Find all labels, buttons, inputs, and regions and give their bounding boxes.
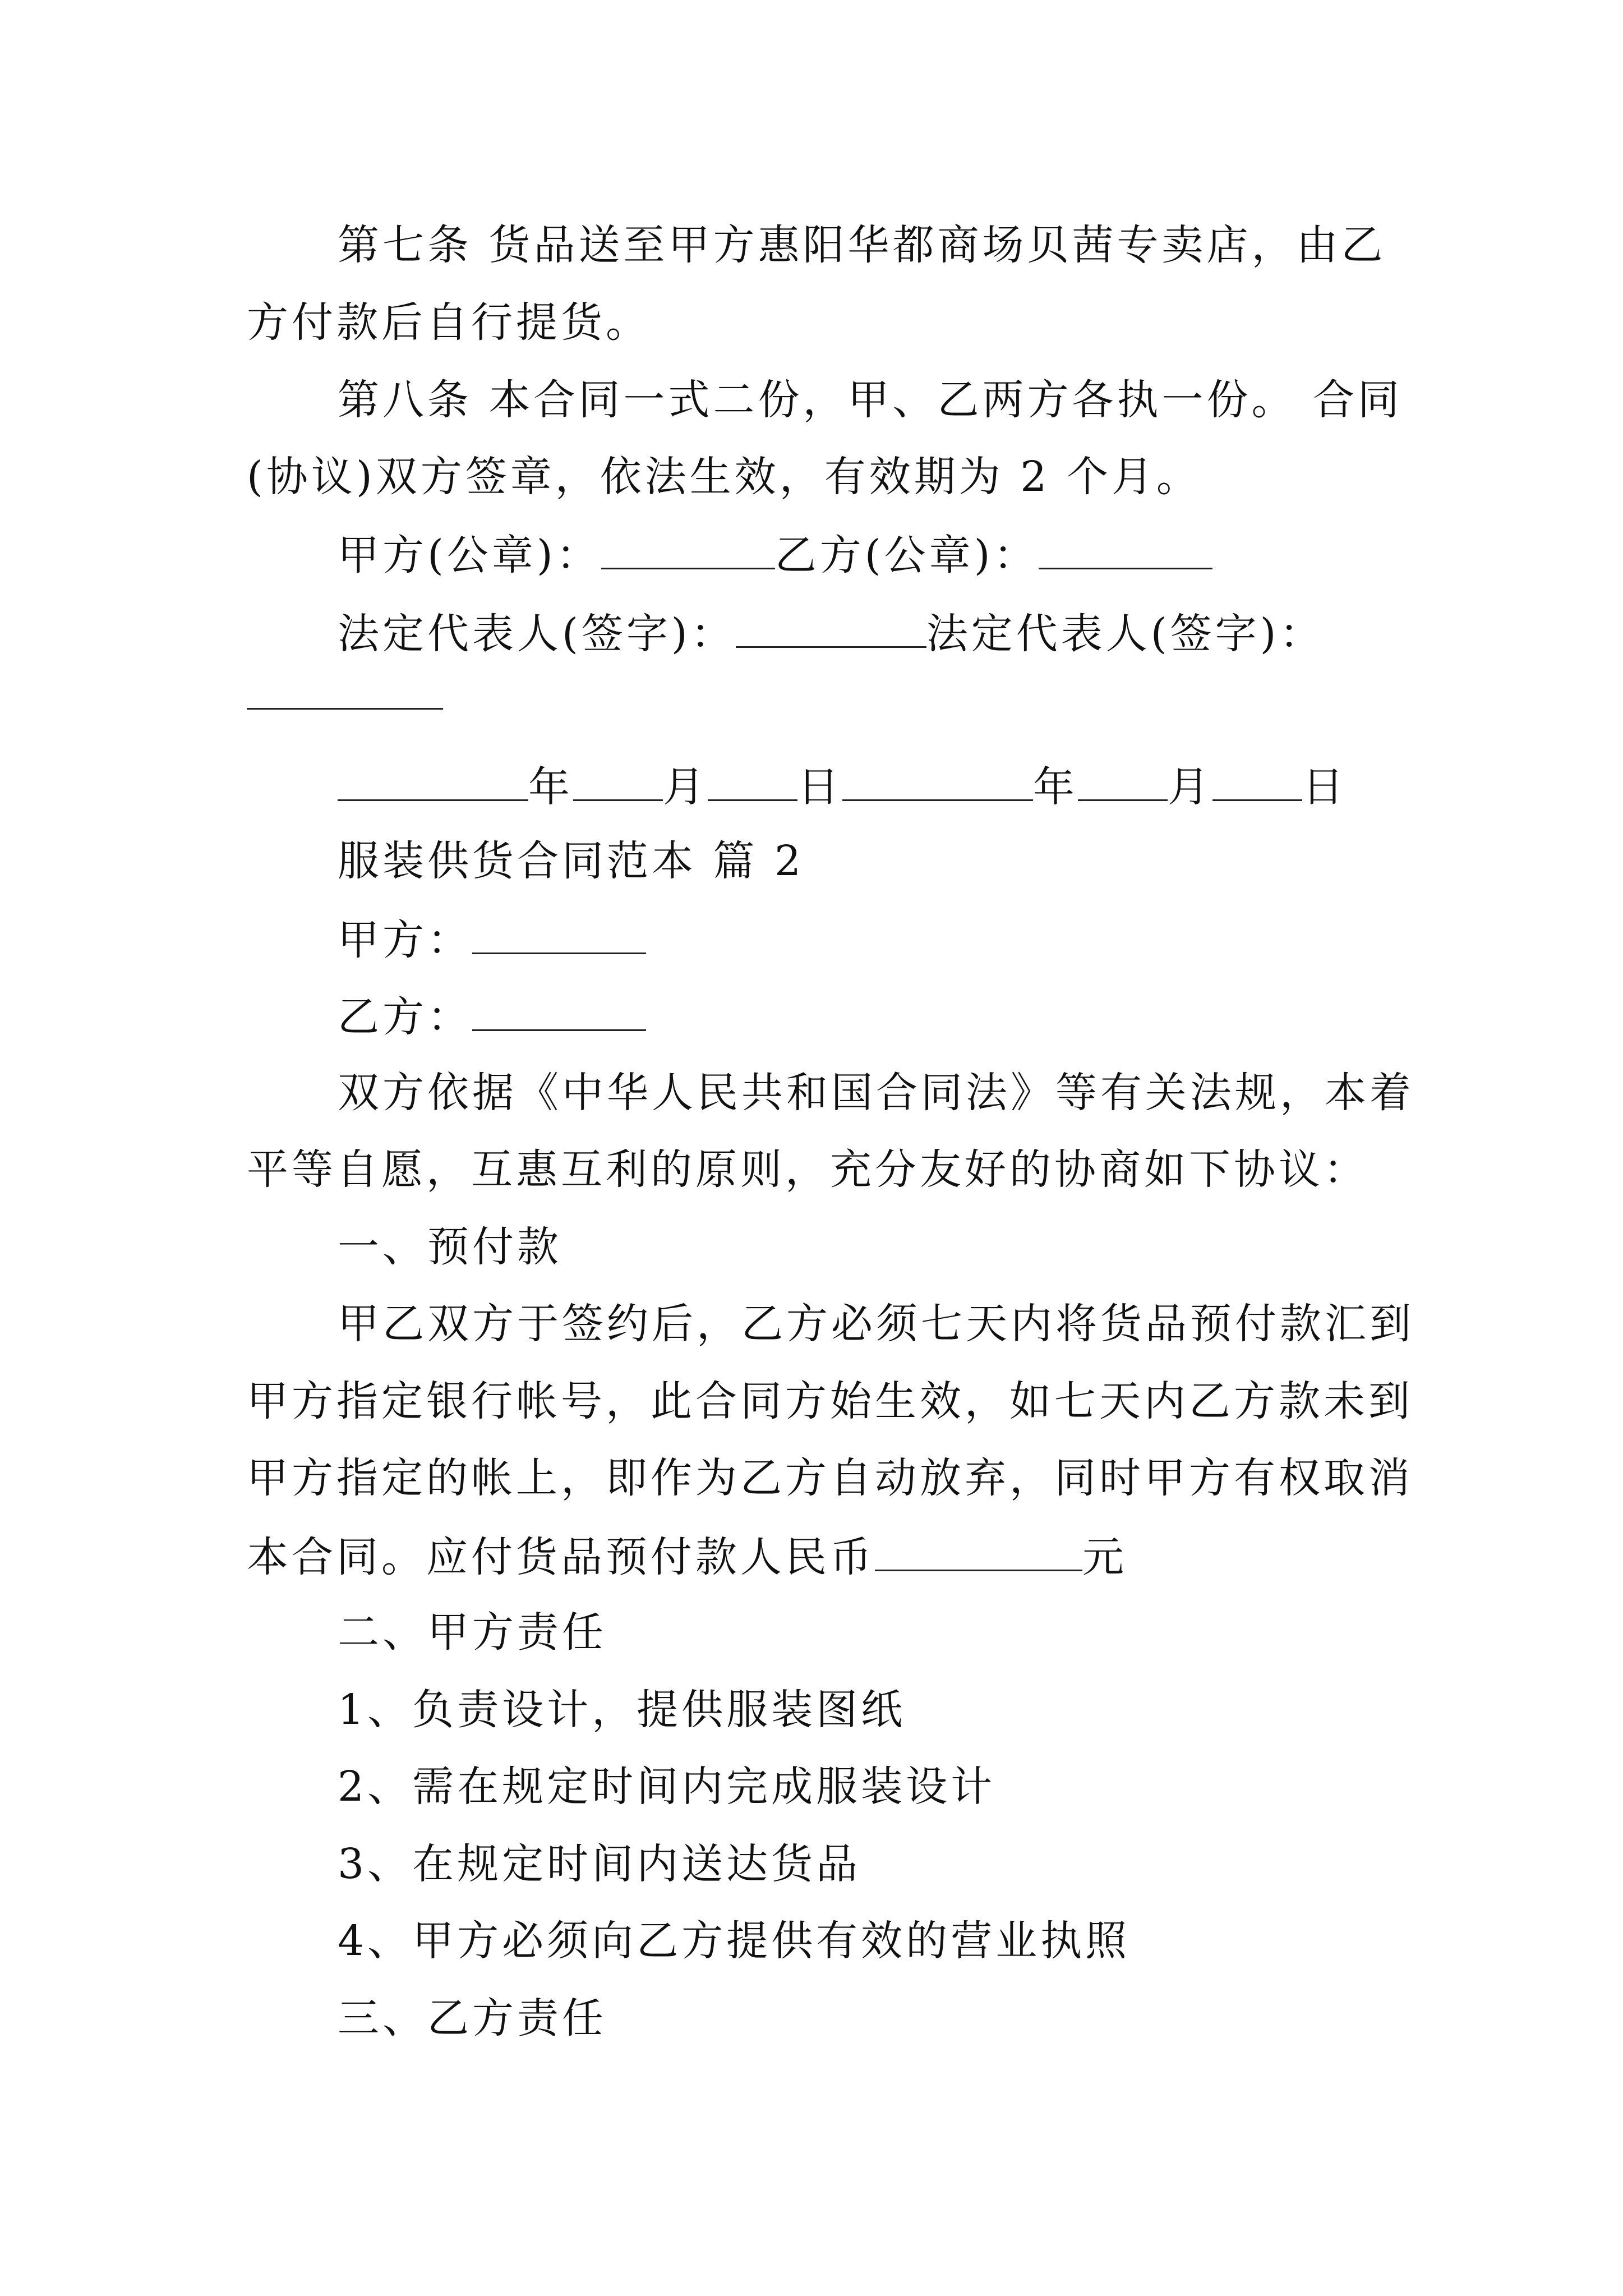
party-b-day-blank [1212,760,1302,801]
date-line [338,760,1347,812]
party-a-duty-item: 4、甲方必须向乙方提供有效的营业执照 [338,1917,1131,1965]
prepayment-amount-label: 本合同。应付货品预付款人民币 [247,1533,875,1581]
prepayment-line1: 甲乙双方于签约后，乙方必须七天内将货品预付款汇到 [338,1300,1414,1348]
prepayment-line3: 甲方指定的帐上，即作为乙方自动放弃，同时甲方有权取消 [247,1454,1413,1502]
party-a-legal-rep-label: 法定代表人(签字)： [338,610,736,658]
article8-line2: (协议)双方签章，依法生效，有效期为 2 个月。 [247,453,1201,501]
party-a-duties-heading: 二、甲方责任 [338,1608,607,1657]
party-b-month-blank [1078,760,1168,801]
prepayment-line2: 甲方指定银行帐号，此合同方始生效，如七天内乙方款未到 [247,1377,1413,1425]
party-a-line [338,913,646,965]
prepayment-amount-blank [875,1530,1082,1571]
party-b-day-label: 日 [1302,763,1347,811]
party-a-day-blank [708,760,797,801]
preamble-line1: 双方依据《中华人民共和国合同法》等有关法规，本着 [338,1069,1414,1117]
prepayment-heading: 一、预付款 [338,1223,562,1271]
party-b-month-label: 月 [1168,763,1212,811]
party-b-blank [472,990,646,1031]
section-title: 服装供货合同范本 篇 2 [338,837,805,885]
party-a-blank [472,913,646,954]
party-b-line [338,990,646,1042]
party-a-seal-blank [601,528,775,569]
party-b-label: 乙方： [338,993,472,1041]
party-a-duty-item: 3、在规定时间内送达货品 [338,1840,861,1888]
article7-line1: 第七条 货品送至甲方惠阳华都商场贝茜专卖店，由乙 [338,221,1386,269]
party-a-month-label: 月 [663,763,708,811]
prepayment-line4 [247,1530,1127,1582]
party-a-label: 甲方： [338,916,472,964]
party-a-year-label: 年 [528,763,573,811]
article8-line1: 第八条 本合同一式二份，甲、乙两方各执一份。 合同 [338,376,1403,424]
party-a-duty-item: 1、负责设计，提供服装图纸 [338,1686,906,1734]
preamble-line2: 平等自愿，互惠互利的原则，充分友好的协商如下协议： [247,1145,1368,1194]
party-b-seal-label: 乙方(公章)： [774,531,1039,579]
party-a-month-blank [573,760,663,801]
legal-rep-line [338,607,1325,659]
seal-signature-line [338,528,1212,581]
party-b-duties-heading: 三、乙方责任 [338,1994,607,2042]
party-b-legal-rep-blank [247,708,443,710]
party-a-day-label: 日 [797,763,842,811]
article7-line2: 方付款后自行提货。 [247,298,651,347]
party-b-year-blank [842,760,1033,801]
party-b-seal-blank [1039,528,1212,569]
prepayment-currency-unit: 元 [1082,1533,1127,1581]
party-b-legal-rep-label: 法定代表人(签字)： [926,610,1325,658]
party-a-legal-rep-blank [736,607,926,648]
party-a-seal-label: 甲方(公章)： [338,531,601,579]
party-a-duty-item: 2、需在规定时间内完成服装设计 [338,1763,996,1811]
party-a-year-blank [338,760,528,801]
party-b-year-label: 年 [1033,763,1078,811]
